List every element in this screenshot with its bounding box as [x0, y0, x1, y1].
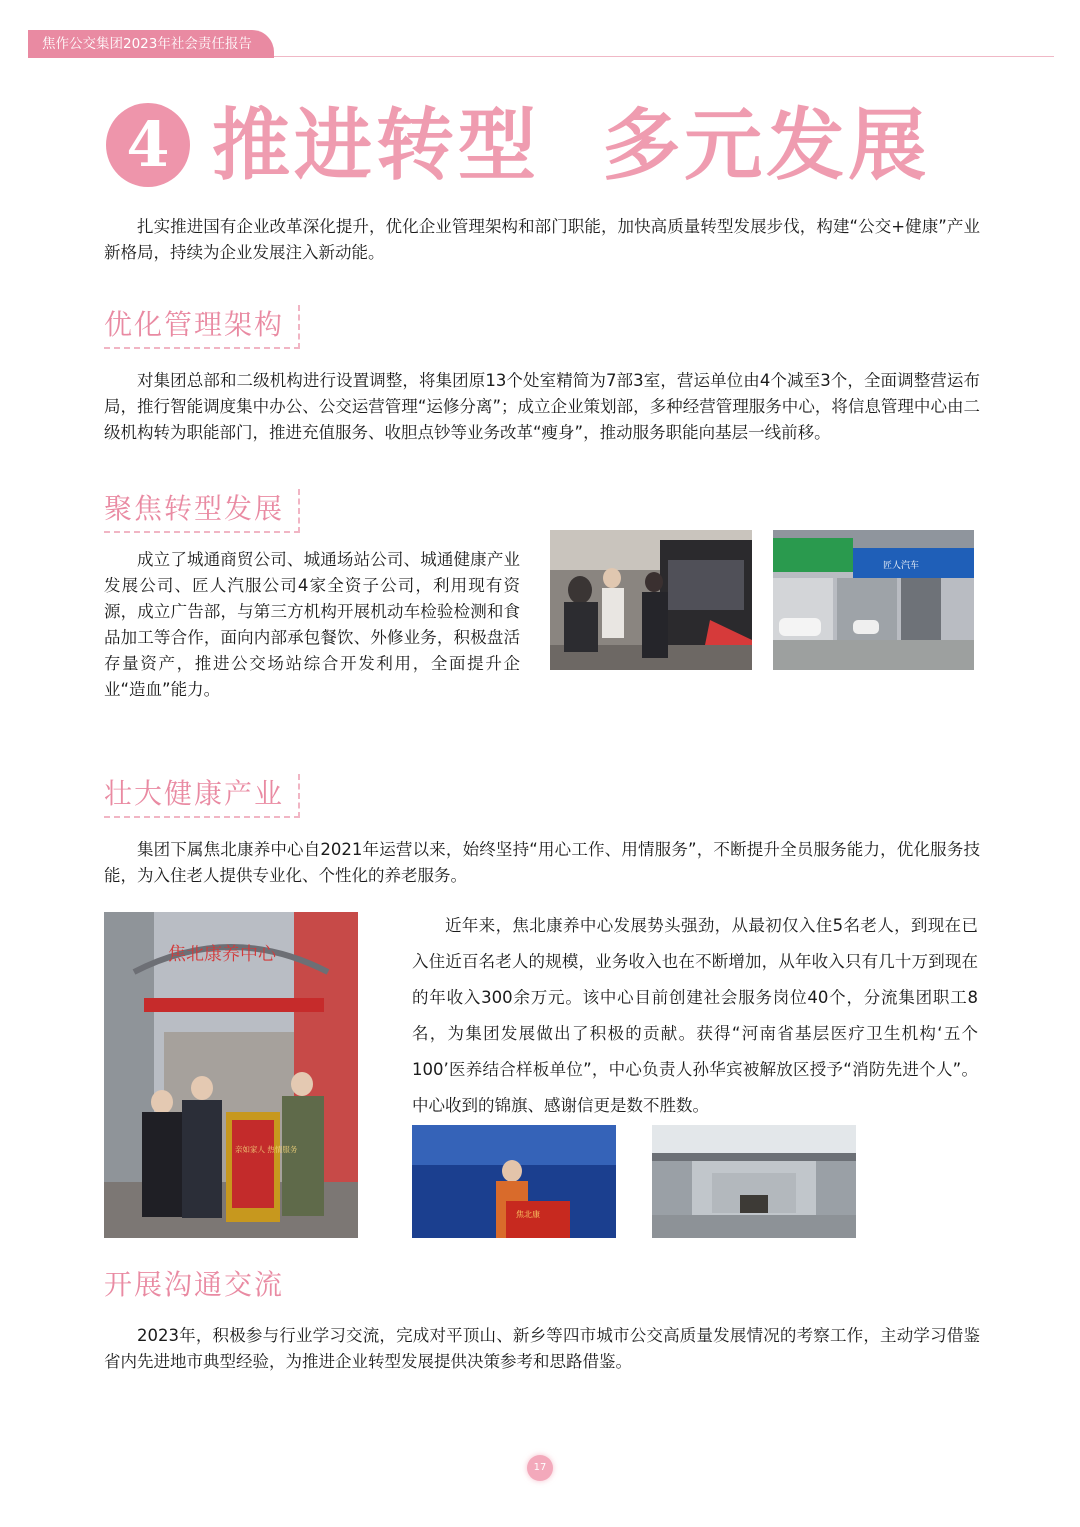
header-divider: [274, 56, 1054, 57]
section-body: 集团下属焦北康养中心自2021年运营以来，始终坚持“用心工作、用情服务”，不断提升全员服务能力，优化服务技能，为入住老人提供专业化、个性化的养老服务。: [104, 840, 980, 885]
chapter-title: 推进转型 多元发展: [212, 100, 931, 191]
photo-banner-presentation: [104, 912, 358, 1238]
section-title: 聚焦转型发展: [104, 492, 285, 525]
section-body-continued: 近年来，焦北康养中心发展势头强劲，从最初仅入住5名老人，到现在已入住近百名老人的规模，业务收入也在不断增加，从年收入只有几十万到现在的年收入300余万元。该中心目前创建社会服务岗位40个，分流集团职工8名，为集团发展做出了积极的贡献。获得“河南省基层医疗卫生机构‘五个100’医养结合样板单位”，中心负责人孙华宾被解放区授予“消防先进个人”。中心收到的锦旗、感谢信更是数不胜数。: [412, 916, 978, 1115]
photo-center-atrium: [652, 1125, 856, 1238]
page-number: 17: [527, 1455, 553, 1481]
photo-bus-inspection: [550, 530, 752, 670]
section-body: 对集团总部和二级机构进行设置调整，将集团原13个处室精简为7部3室，营运单位由4个减至3个，全面调整营运布局，推行智能调度集中办公、公交运营管理“运修分离”；成立企业策划部，多种经营管理服务中心，将信息管理中心由二级机构转为职能部门，推进充值服务、收胆点钞等业务改革“瘦身”，推动服务职能向基层一线前移。: [104, 371, 980, 442]
podium-sign-text: 焦北康: [516, 1210, 540, 1219]
section-title: 壮大健康产业: [104, 777, 285, 810]
section-body: 2023年，积极参与行业学习交流，完成对平顶山、新乡等四市城市公交高质量发展情况的考察工作，主动学习借鉴省内先进地市典型经验，为推进企业转型发展提供决策参考和思路借鉴。: [104, 1326, 980, 1371]
section-title-box: [104, 1265, 324, 1309]
section-body: 成立了城通商贸公司、城通场站公司、城通健康产业发展公司、匠人汽服公司4家全资子公司，利用现有资源，成立广告部，与第三方机构开展机动车检验检测和食品加工等合作，面向内部承包餐饮、外修业务，积极盘活存量资产，推进公交场站综合开发利用，全面提升企业“造血”能力。: [104, 550, 520, 699]
photo-speaker-podium: [412, 1125, 616, 1238]
section-title-box: [104, 489, 300, 533]
arch-sign-text: 焦北康养中心: [168, 944, 276, 965]
report-header-tab: [28, 30, 274, 58]
storefront-sign-text: 匠人汽车: [883, 561, 920, 571]
report-title: 焦作公交集团2023年社会责任报告: [42, 36, 252, 52]
chapter-intro: 扎实推进国有企业改革深化提升，优化企业管理架构和部门职能，加快高质量转型发展步伐，构建“公交+健康”产业新格局，持续为企业发展注入新动能。: [104, 217, 980, 262]
section-title-box: [104, 305, 300, 349]
section-title: 开展沟通交流: [104, 1268, 285, 1301]
banner-flag-text: 亲如家人 热情服务: [235, 1145, 298, 1154]
section-title-box: [104, 774, 300, 818]
chapter-number-badge: 4: [106, 103, 190, 187]
section-title: 优化管理架构: [104, 308, 285, 341]
photo-auto-service-storefront: [773, 530, 974, 670]
